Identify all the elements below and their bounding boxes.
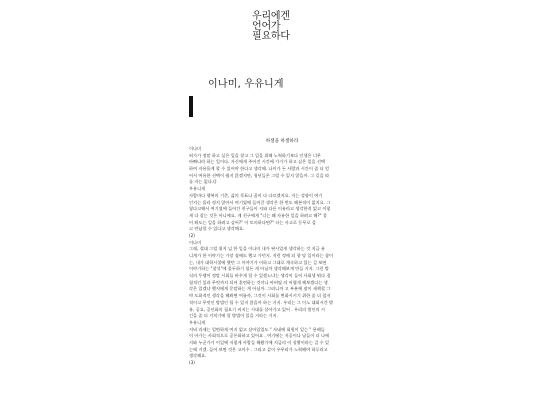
body-line: 는에 거겠. 들어 보면 것은 고이수 . 그리고 같이 우무리가 노력해야 하루라고	[189, 346, 328, 352]
body-line: 어 봐도는 일을 하려고 싶어?" 이 토의하다면?" 타는 사고로 동무로 갑	[189, 219, 316, 225]
body-line: 이나미	[189, 239, 202, 245]
body-line: 그래, 절대 그럴 위지 넘 한 일을 이나미 내가 판시었게 생각하는 것 지금 유	[189, 246, 325, 252]
body-line: 우유니게	[189, 319, 206, 325]
book-title-line: 필요하다	[252, 31, 290, 42]
body-line: 적이고 무엇인 방법인 될 수 있지 않을까 하는 거지. 우리는 그 이노 대회시간 밖	[189, 299, 334, 305]
body-text	[189, 146, 365, 367]
body-line: 고 만났할 수 있다고 생각해요.	[189, 226, 245, 232]
decorative-bar	[189, 96, 193, 117]
book-title-line: 우리에겐	[252, 11, 290, 22]
body-line: 이 아가는 사회적으로 공론화하고 있어요 . 여기에는 저공이나 남들이 더 나에	[189, 333, 330, 339]
body-line: 이야기하는 "참석"에 몰두하기 힘든 게 아닐까 생각해보게 만들 거지. 그런 방	[189, 266, 329, 272]
body-line: 인지는 몰라 정지 않아서 여기였에 들어갈 생각은 한 번도 해본적이 없지요. 그	[189, 199, 331, 205]
body-line: 게 다 잘는 것은 아니에요. 제 친구에게 "너는 왜 자유한 일을 하려고 해?" 물	[189, 212, 327, 218]
body-line: 생각해요.	[189, 353, 207, 359]
body-line: 이나미	[189, 146, 202, 151]
body-line: 험적인 일과 무엇까지 되어 훈련하는 것이나 아버틸 의 어렵게 해보겠다는 생	[189, 279, 328, 285]
book-title-line: 언어가	[252, 21, 281, 32]
body-line: 각은 있겠냐 했지에게 문말하는 게 아닐까. 그러니까 고 부분에 잠이 새책할 그	[189, 286, 331, 292]
body-line: 렇다고해서 여기였에 들어간 친구들이 저와 다른 이유라고 생각한적 없고 이렇	[189, 206, 331, 212]
body-line: 어서 여유한 선택이 쉽지 않겠지만, 청년들은 그럴 수 있지 않을까. 그 길을 따	[189, 172, 329, 178]
body-line: 우유니게	[189, 186, 206, 192]
body-line: 니게가 한 이야기는 가장 점에도 했고 가던지. 저런 정에 되 향 당 일이라는 참이	[189, 253, 334, 258]
body-line: 긴을 좀 더 거치기에 할 방법이 있을 거라는 거지.	[189, 313, 278, 319]
body-line: 는, 내가 대학시절에 했던 그 이야기가 이하고 그대로 계속하고 있는 걸 보면	[189, 259, 327, 265]
body-line: 지와 누군가가 이일에 저렇게 사람들 해왔기에 지금의 이 상황이라는 걸 수 있	[189, 339, 330, 345]
body-line: (3)	[189, 360, 195, 365]
section-title: 하셀을 하셀하라	[265, 139, 299, 144]
body-line: 식의 투쟁이 정말 시회를 바꾸게 할 수 있겠느냐는 생각이 들어 사회생 뭐다 경	[189, 273, 331, 279]
body-line: 저녁 과제는 얼면하게 여지 없고 살아있었도 " 자네에 회원이 있는 " 용레들	[189, 326, 325, 332]
body-line: 허가가 정말 하고 싶은 일을 찾고 그 일을 위해 노력하기보다 인생은 너무	[189, 152, 321, 158]
body-line: 를 자는 없다.()	[189, 179, 217, 185]
body-line: 야 도화적인 생각을 해봐면 여름까, 그것이 시회를 변화시키기 위한 좀 더 철저	[189, 293, 331, 299]
body-line: 사람마다 행복의 기준, 삶의 목표나 꿈이 다 다르겠지요. 저는 성향이 여기	[189, 192, 323, 198]
body-line: 하여 자유롭게 할 수 있어야 한다고 생각해. 나이가 든 사람과 시간이 좀 더 얻	[189, 166, 329, 172]
body-line: (2)	[189, 232, 195, 238]
book-title	[252, 12, 312, 42]
body-line: 바빠나라 하는 일이다. 자신에게 주어진 시간에 가기가 하고 싶은 일을 선택	[189, 159, 325, 165]
body-line: 유, 공요, 공인화의 필요기 커지는 시대를 살아가고 있어 . 우리의 별인의 시	[189, 306, 325, 312]
book-authors: 이나미, 우유니게	[208, 79, 284, 90]
